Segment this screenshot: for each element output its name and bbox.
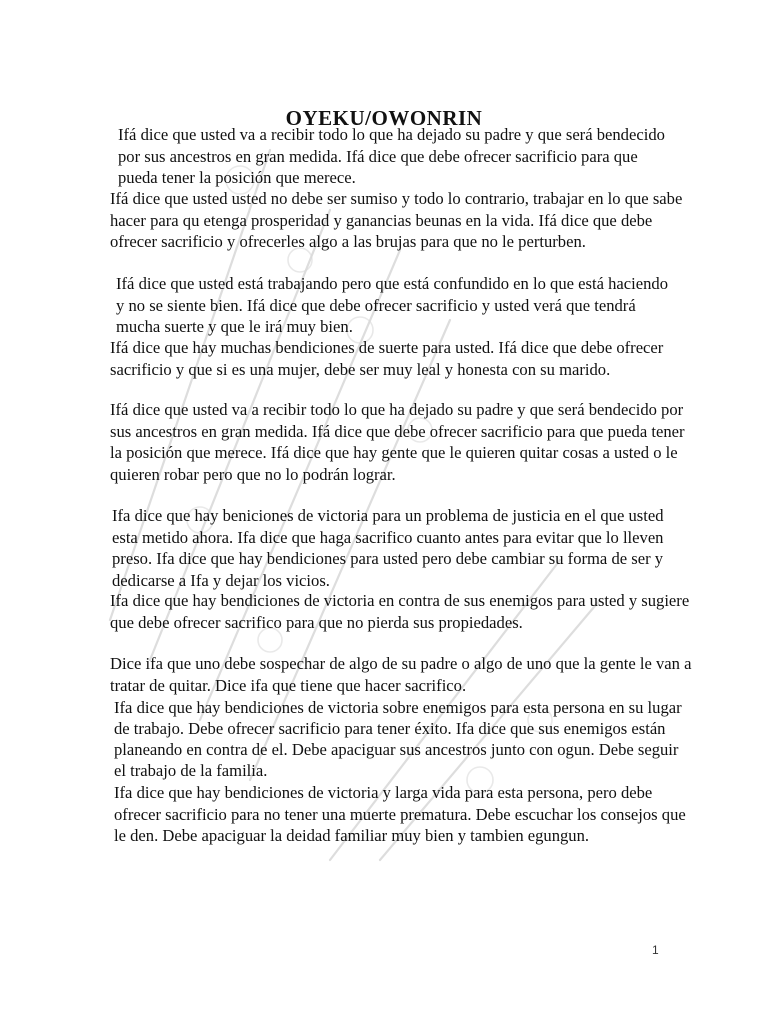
paragraph: Ifa dice que hay bendiciones de victoria en contra de sus enemigos para usted y sugiere que debe ofrecer sacrifico para que no pierda sus propiedades. xyxy=(110,591,690,632)
paragraph: Ifá dice que usted usted no debe ser sumiso y todo lo contrario, trabajar en lo que sabe hacer para qu etenga prosperidad y ganancias beunas en la vida. Ifá dice que debe ofrecer sacrificio y ofrecerles algo a las brujas para que no le perturben. xyxy=(110,189,683,251)
paragraph: Dice ifa que uno debe sospechar de algo de su padre o algo de uno que la gente le van a tratar de quitar. Dice ifa que tiene que hacer sacrifico. xyxy=(110,654,692,695)
page-number: 1 xyxy=(652,943,659,957)
paragraph: Ifa dice que hay bendiciones de victoria sobre enemigos para esta persona en su lugar de trabajo. Debe ofrecer sacrificio para tener éxito. Ifa dice que sus enemigos están planeando en contra de el. Debe apaciguar sus ancestros junto con ogun. Debe seguir el trabajo de la familia. xyxy=(114,698,682,780)
paragraph: Ifá dice que usted va a recibir todo lo que ha dejado su padre y que será bendecido por sus ancestros en gran medida. Ifá dice que debe ofrecer sacrificio para que pueda tener la posición que merece. xyxy=(118,125,665,187)
paragraph: Ifá dice que usted va a recibir todo lo que ha dejado su padre y que será bendecido por sus ancestros en gran medida. Ifá dice que debe ofrecer sacrificio para que pueda tener la posición que merece. Ifá dice que hay gente que le quieren quitar cosas a usted o le quieren robar pero que no lo podrán lograr. xyxy=(110,400,685,484)
paragraph: Ifá dice que hay muchas bendiciones de suerte para usted. Ifá dice que debe ofrecer sacrificio y que si es una mujer, debe ser muy leal y honesta con su marido. xyxy=(110,338,664,379)
paragraph: Ifa dice que hay beniciones de victoria para un problema de justicia en el que usted esta metido ahora. Ifa dice que haga sacrifico cuanto antes para evitar que lo lleven preso. Ifa dice que hay bendiciones para usted pero debe cambiar su forma de ser y dedicarse a Ifa y dejar los vicios. xyxy=(112,506,664,590)
paragraph: Ifa dice que hay bendiciones de victoria y larga vida para esta persona, pero debe ofrecer sacrificio para no tener una muerte prematura. Debe escuchar los consejos que le den. Debe apaciguar la deidad familiar muy bien y tambien egungun. xyxy=(114,783,686,845)
document-title: OYEKU/OWONRIN xyxy=(285,106,483,131)
paragraph: Ifá dice que usted está trabajando pero que está confundido en lo que está haciendo y no se siente bien. Ifá dice que debe ofrecer sacrificio y usted verá que tendrá mucha suerte y que le irá muy bien. xyxy=(116,274,668,336)
